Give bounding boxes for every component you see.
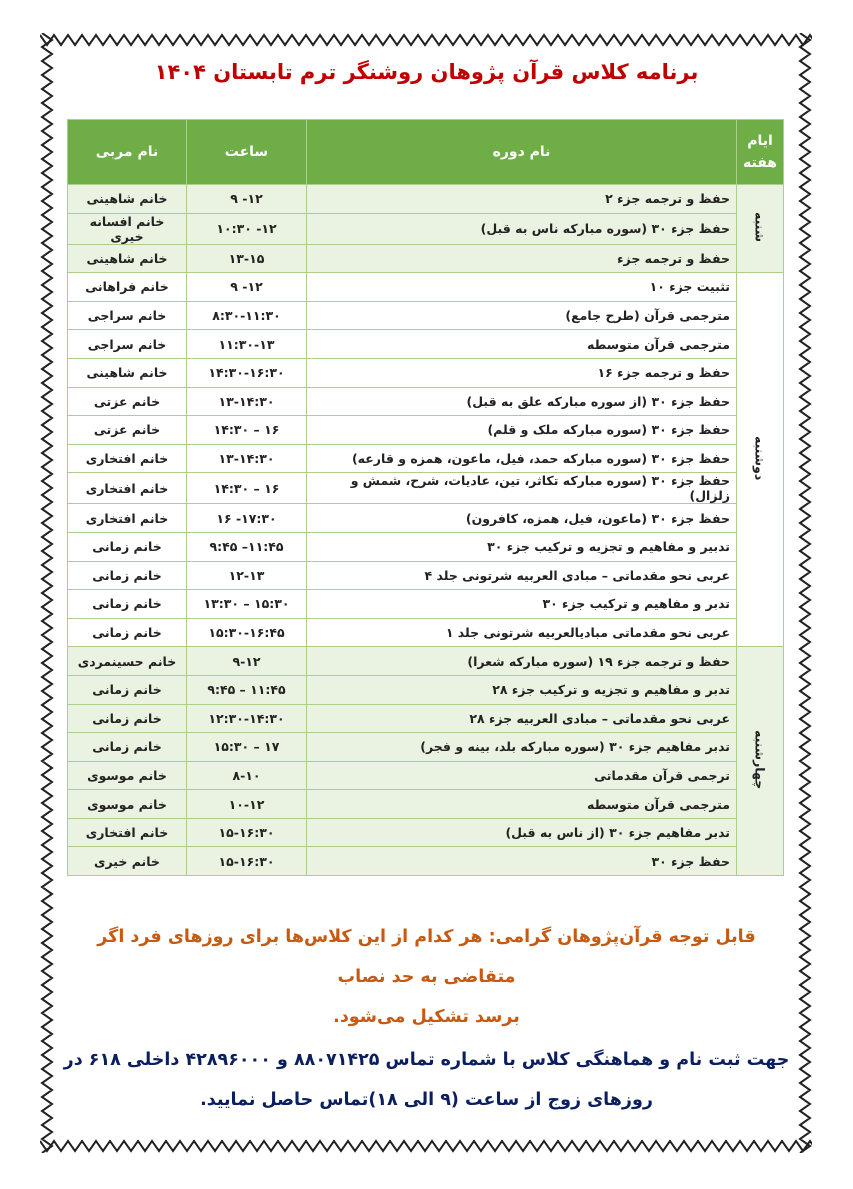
table-row	[68, 358, 784, 387]
notice-line-1: قابل توجه قرآن‌پژوهان گرامی: هر کدام از این کلاس‌ها برای روزهای فرد اگر متقاضی به حد نصاب	[97, 927, 756, 987]
table-row	[68, 301, 784, 330]
time-cell: ۱۵:۳۰ – ۱۷	[187, 733, 307, 762]
teacher-cell: خانم عزتی	[68, 387, 187, 416]
teacher-cell: خانم افتخاری	[68, 504, 187, 533]
teacher-cell: خانم موسوی	[68, 761, 187, 790]
table-row	[68, 416, 784, 445]
table-row	[68, 387, 784, 416]
course-cell: ترجمی قرآن مقدماتی	[307, 761, 737, 790]
time-cell: ۸:۳۰-۱۱:۳۰	[187, 301, 307, 330]
day-label: دوشنبه	[752, 436, 768, 481]
time-cell: ۱۳-۱۵	[187, 244, 307, 273]
course-cell: حفظ و ترجمه جزء ۱۶	[307, 358, 737, 387]
table-row	[68, 185, 784, 214]
time-cell: ۱۵:۳۰-۱۶:۴۵	[187, 618, 307, 647]
table-row	[68, 847, 784, 876]
contact-line-1: جهت ثبت نام و هماهنگی کلاس با شماره تماس ۸۸۰۷۱۴۲۵ و ۴۲۸۹۶۰۰۰ داخلی ۶۱۸ در	[63, 1050, 790, 1070]
day-cell	[737, 273, 784, 647]
table-header-row	[68, 120, 784, 185]
course-cell: عربی نحو مقدماتی مبادیالعربیه شرتونی جلد ۱	[307, 618, 737, 647]
table-row	[68, 647, 784, 676]
table-row	[68, 733, 784, 762]
time-cell: ۱۳-۱۴:۳۰	[187, 387, 307, 416]
header-time: ساعت	[187, 120, 307, 185]
border-bottom-pattern	[40, 1139, 812, 1153]
group-saturday	[68, 185, 784, 273]
time-cell: ۱۳-۱۴:۳۰	[187, 444, 307, 473]
schedule-table	[67, 119, 784, 876]
table-row	[68, 473, 784, 504]
teacher-cell: خانم شاهینی	[68, 358, 187, 387]
teacher-cell: خانم سراجی	[68, 330, 187, 359]
time-cell: ۱۴:۳۰ – ۱۶	[187, 473, 307, 504]
teacher-cell: خانم زمانی	[68, 618, 187, 647]
time-cell: ۱۳:۳۰ – ۱۵:۳۰	[187, 590, 307, 619]
course-cell: حفظ و ترجمه جزء ۲	[307, 185, 737, 214]
border-left-pattern	[40, 33, 54, 1153]
course-cell: عربی نحو مقدماتی – مبادی العربیه جزء ۲۸	[307, 704, 737, 733]
table-row	[68, 790, 784, 819]
teacher-cell: خانم فراهانی	[68, 273, 187, 302]
course-cell: تدبیر و مفاهیم و تجزیه و ترکیب جزء ۳۰	[307, 532, 737, 561]
group-monday	[68, 273, 784, 647]
time-cell: ۱۴:۳۰ – ۱۶	[187, 416, 307, 445]
teacher-cell: خانم خیری	[68, 847, 187, 876]
time-cell: ۹ -۱۲	[187, 185, 307, 214]
time-cell: ۱۴:۳۰-۱۶:۳۰	[187, 358, 307, 387]
course-cell: حفظ جزء ۳۰	[307, 847, 737, 876]
course-cell: عربی نحو مقدماتی – مبادی العربیه شرتونی جلد ۴	[307, 561, 737, 590]
teacher-cell: خانم زمانی	[68, 532, 187, 561]
course-cell: مترجمی قرآن متوسطه	[307, 790, 737, 819]
course-cell: حفظ جزء ۳۰ (سوره مبارکه ملک و قلم)	[307, 416, 737, 445]
time-cell: ۹-۱۲	[187, 647, 307, 676]
table-row	[68, 704, 784, 733]
table-row	[68, 675, 784, 704]
course-cell: حفظ جزء ۳۰ (ماعون، فیل، همزه، کافرون)	[307, 504, 737, 533]
course-cell: تدبر مفاهیم جزء ۳۰ (از ناس به قبل)	[307, 818, 737, 847]
time-cell: ۱۵-۱۶:۳۰	[187, 818, 307, 847]
teacher-cell: خانم شاهینی	[68, 185, 187, 214]
table-row	[68, 590, 784, 619]
teacher-cell: خانم زمانی	[68, 561, 187, 590]
course-cell: حفظ جزء ۳۰ (سوره مبارکه تکاثر، تین، عادیات، شرح، شمش و زلزال)	[307, 473, 737, 504]
course-cell: تدبر مفاهیم جزء ۳۰ (سوره مبارکه بلد، بینه و فجر)	[307, 733, 737, 762]
day-cell	[737, 185, 784, 273]
teacher-cell: خانم موسوی	[68, 790, 187, 819]
teacher-cell: خانم زمانی	[68, 675, 187, 704]
page-title: برنامه کلاس قرآن پژوهان روشنگر ترم تابستان ۱۴۰۴	[154, 60, 699, 84]
day-label: شنبه	[752, 212, 768, 243]
header-days-line2: هفته	[743, 155, 777, 171]
header-days-line1: ایام	[747, 133, 773, 149]
course-cell: حفظ جزء ۳۰ (از سوره مبارکه علق به قبل)	[307, 387, 737, 416]
course-cell: حفظ جزء ۳۰ (سوره مبارکه ناس به قبل)	[307, 213, 737, 244]
table-row	[68, 444, 784, 473]
table-row	[68, 561, 784, 590]
table-row	[68, 273, 784, 302]
time-cell: ۹:۴۵ –۱۱:۴۵	[187, 532, 307, 561]
course-cell: تدبر و مفاهیم و ترکیب جزء ۳۰	[307, 590, 737, 619]
course-cell: حفظ و ترجمه جزء	[307, 244, 737, 273]
table-row	[68, 244, 784, 273]
time-cell: ۱۵-۱۶:۳۰	[187, 847, 307, 876]
teacher-cell: خانم حسینمردی	[68, 647, 187, 676]
teacher-cell: خانم افتخاری	[68, 818, 187, 847]
teacher-cell: خانم زمانی	[68, 704, 187, 733]
time-cell: ۱۲:۳۰-۱۴:۳۰	[187, 704, 307, 733]
border-right-pattern	[798, 33, 812, 1153]
table-row	[68, 330, 784, 359]
teacher-cell: خانم سراجی	[68, 301, 187, 330]
header-days	[737, 120, 784, 185]
time-cell: ۹ -۱۲	[187, 273, 307, 302]
table-row	[68, 532, 784, 561]
course-cell: تثبیت جزء ۱۰	[307, 273, 737, 302]
day-label: چهارشنبه	[752, 730, 768, 790]
time-cell: ۱۱:۳۰-۱۳	[187, 330, 307, 359]
course-cell: حفظ و ترجمه جزء ۱۹ (سوره مبارکه شعرا)	[307, 647, 737, 676]
notice-line-2: برسد تشکیل می‌شود.	[333, 1007, 520, 1027]
time-cell: ۱۰-۱۲	[187, 790, 307, 819]
time-cell: ۹:۴۵ – ۱۱:۴۵	[187, 675, 307, 704]
table-row	[68, 618, 784, 647]
teacher-cell: خانم افتخاری	[68, 444, 187, 473]
time-cell: ۱۶ -۱۷:۳۰	[187, 504, 307, 533]
contact-line-2: روزهای زوج از ساعت (۹ الی ۱۸)تماس حاصل نمایید.	[200, 1090, 653, 1110]
day-cell	[737, 647, 784, 876]
time-cell: ۸-۱۰	[187, 761, 307, 790]
table-row	[68, 761, 784, 790]
teacher-cell: خانم زمانی	[68, 733, 187, 762]
teacher-cell: خانم افتخاری	[68, 473, 187, 504]
notice-text	[60, 917, 793, 1037]
course-cell: حفظ جزء ۳۰ (سوره مبارکه حمد، فیل، ماعون، همزه و قارعه)	[307, 444, 737, 473]
table-row	[68, 818, 784, 847]
time-cell: ۱۰:۳۰ -۱۲	[187, 213, 307, 244]
header-teacher: نام مربی	[68, 120, 187, 185]
table-row	[68, 504, 784, 533]
header-course: نام دوره	[307, 120, 737, 185]
contact-info	[60, 1040, 793, 1120]
border-top-pattern	[40, 33, 812, 47]
table-row	[68, 213, 784, 244]
teacher-cell: خانم عزتی	[68, 416, 187, 445]
group-wednesday	[68, 647, 784, 876]
teacher-cell: خانم افسانه خیری	[68, 213, 187, 244]
course-cell: مترجمی قرآن (طرح جامع)	[307, 301, 737, 330]
course-cell: مترجمی قرآن متوسطه	[307, 330, 737, 359]
teacher-cell: خانم شاهینی	[68, 244, 187, 273]
time-cell: ۱۲-۱۳	[187, 561, 307, 590]
teacher-cell: خانم زمانی	[68, 590, 187, 619]
course-cell: تدبر و مفاهیم و تجزیه و ترکیب جزء ۲۸	[307, 675, 737, 704]
